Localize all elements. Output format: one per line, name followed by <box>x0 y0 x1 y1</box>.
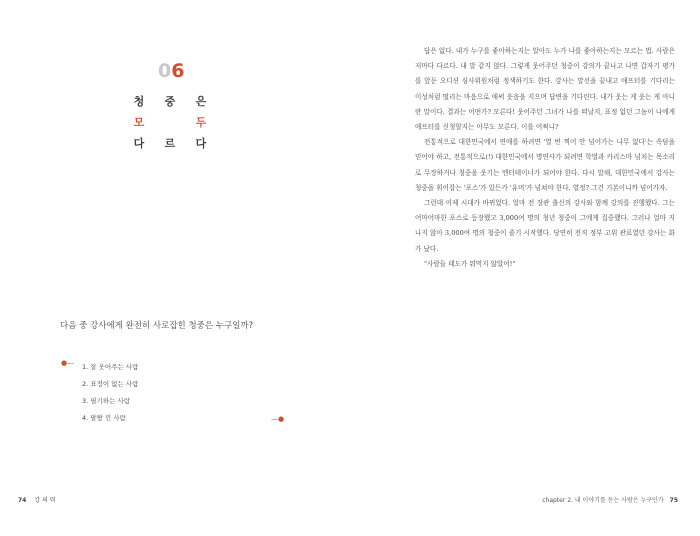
quiz-options <box>82 362 138 430</box>
chapter-number <box>158 60 184 82</box>
title-char: 은 <box>195 95 207 108</box>
title-row <box>133 135 207 156</box>
title-char: 다 <box>195 137 207 150</box>
title-char: 두 <box>195 116 207 129</box>
page-number-right: 75 <box>669 497 678 504</box>
book-title-footer: 강 의 력 <box>34 497 56 504</box>
quiz-question: 다음 중 강사에게 완전히 사로잡힌 청중은 누구일까? <box>60 321 254 331</box>
bullet-marker-right: —● <box>271 415 285 423</box>
chapter-number-zero: 0 <box>158 60 172 82</box>
quiz-option: 3. 필기하는 사람 <box>82 397 131 405</box>
page-number-left: 74 <box>18 497 27 504</box>
quiz-option: 1. 잘 웃어주는 사람 <box>82 363 139 371</box>
chapter-footer-label: chapter 2. 내 이야기를 듣는 사람은 누구인가 <box>542 497 664 504</box>
paragraph: 전통적으로 대한민국에서 연애를 하려면 '열 번 찍어 안 넘어가는 나무 없다'는 속담을 믿어야 하고, 전통적으로(!) 대한민국에서 명연사가 되려면 학벌과 카리스마 넘치는 목소리로 무장하거나 청중을 웃기는 엔터테이너가 되어야 한다. 다시 말해, 대한민국에서 강사는 청중을 휘어잡는 '포스'가 있든가 '유머'가 넘쳐야 한다. 열정? 그건 기본이니까 넘어가자. <box>415 138 675 192</box>
title-row <box>133 114 207 135</box>
body-text <box>415 44 675 272</box>
title-char: 다 <box>133 137 145 150</box>
title-char: 청 <box>133 95 145 108</box>
paragraph: "사람들 태도가 뭐먹지 않았어!" <box>424 259 516 268</box>
chapter-title <box>133 93 207 156</box>
right-page <box>350 0 700 536</box>
title-char <box>164 114 176 135</box>
title-char: 중 <box>164 95 176 108</box>
title-char: 모 <box>133 116 145 129</box>
bullet-marker-left: ●— <box>61 359 75 367</box>
quiz-option: 2. 표정이 없는 사람 <box>82 380 139 388</box>
title-char: 르 <box>164 137 176 150</box>
left-footer <box>18 495 56 504</box>
chapter-number-six: 6 <box>171 60 185 82</box>
paragraph: 그런데 이제 시대가 바뀌었다. 얼마 전 장관 출신의 강사와 함께 강의를 진행했다. 그는 어마어마한 포스로 등장했고 3,000여 명의 청년 청중이 그에게 집중했다. 그러나 얼마 지나지 않아 3,000여 명의 청중이 졸기 시작했다. 당연히 전직 정부 고위 관료였던 강사는 화가 났다. <box>415 199 675 253</box>
title-row <box>133 93 207 114</box>
quiz-option: 4. 팔짱 낀 사람 <box>82 414 126 422</box>
right-footer <box>542 495 678 504</box>
paragraph: 답은 없다. 내가 누구를 좋아하는지는 알아도 누가 나를 좋아하는지는 모르는 법. 사람은 저마다 다르다. 내 말 같지 않다. 그렇게 웃어주던 청중이 강의가 끝나고 나면 갑자기 평가를 앞둔 오디션 심사위원처럼 정색하기도 한다. 강사는 말선을 끝내고 애프터를 기다리는 이성처럼 떨리는 마음으로 애써 웃음을 지으며 답변을 기다린다. 내가 웃는 게 웃는 게 아니란 말이다. 결과는 어떤가? 모른다! 웃어주던 그녀가 나를 떠날지, 표정 없던 그놈이 나에게 애프터를 신청할지는 아무도 모른다. 이를 어쩌니? <box>415 47 675 132</box>
